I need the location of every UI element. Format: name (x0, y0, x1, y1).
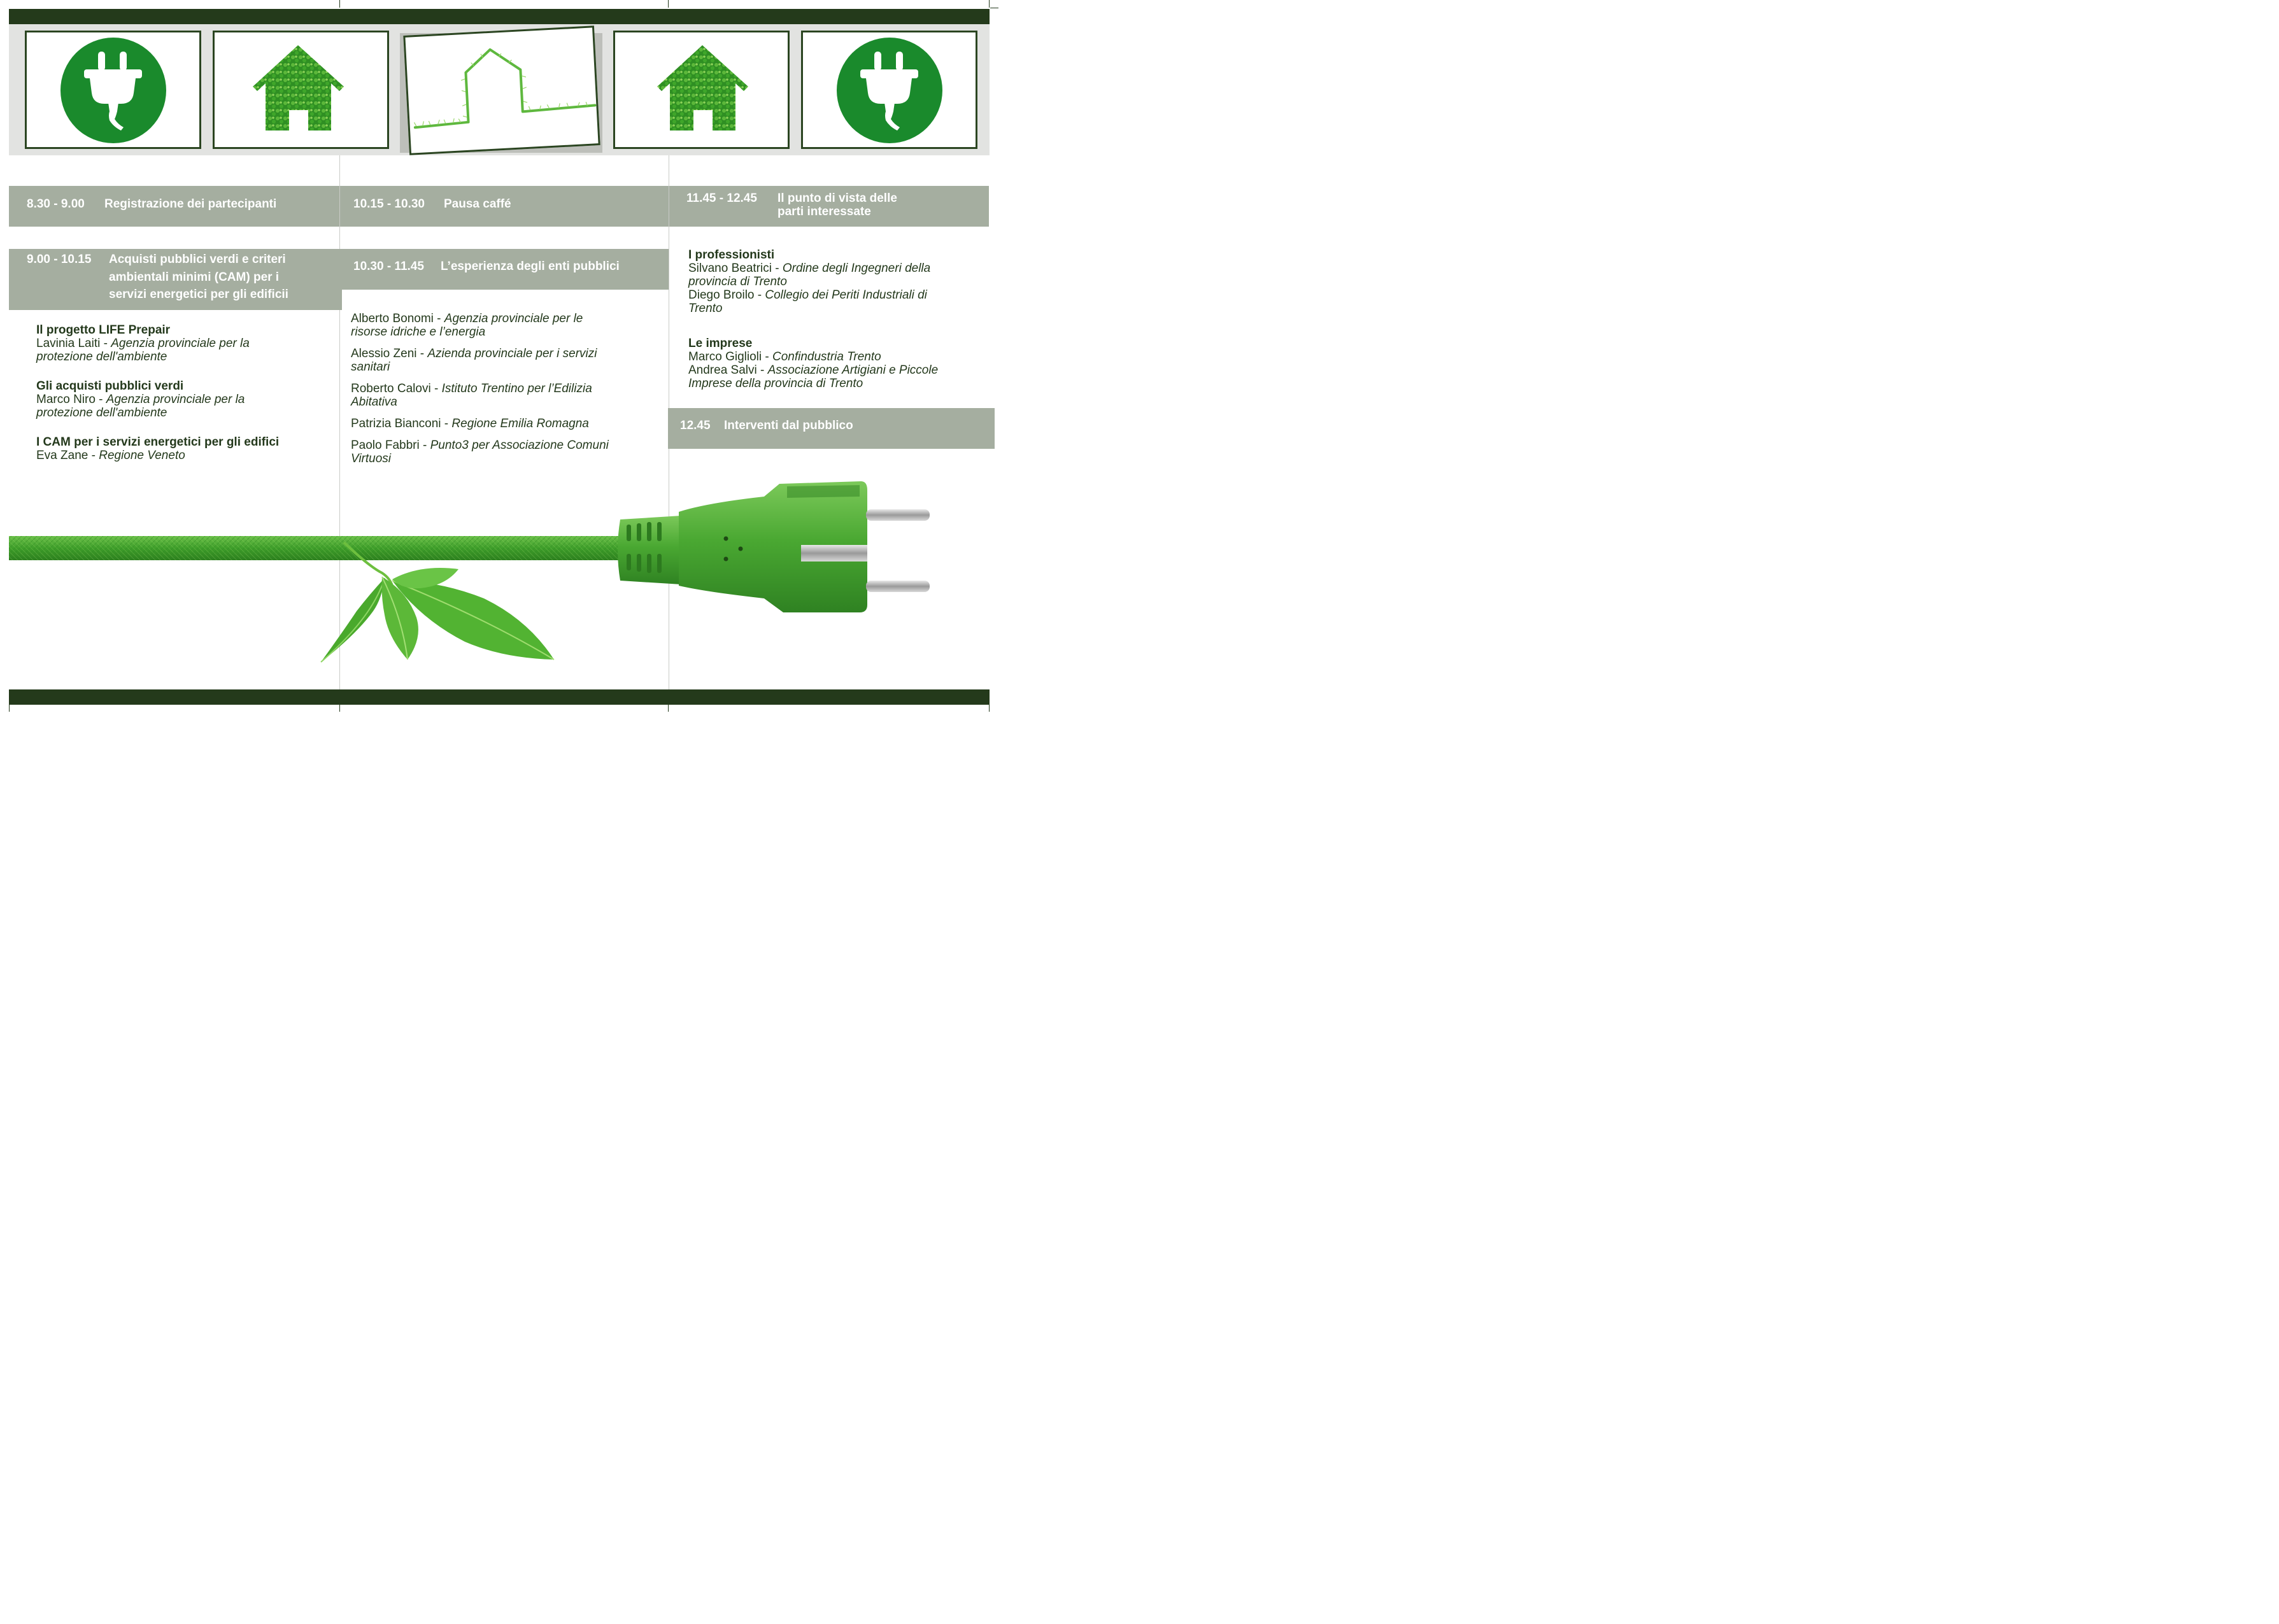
group-line (688, 302, 988, 315)
speaker-organization: Regione Veneto (99, 449, 185, 462)
speaker-name: Eva Zane - (36, 449, 99, 462)
talk-speaker-line (36, 449, 336, 462)
session-title-line: ambientali minimi (CAM) per i (109, 271, 280, 284)
crop-mark (989, 705, 990, 712)
crop-mark (668, 705, 669, 712)
session-public-interventions (668, 408, 995, 449)
image-frame-plug (25, 31, 201, 149)
speaker-organization: Punto3 per Associazione Comuni (430, 439, 609, 452)
speaker-organization: Istituto Trentino per l’Edilizia (441, 382, 592, 395)
speaker-organization: Agenzia provinciale per la (106, 393, 245, 406)
session-registration (9, 186, 339, 227)
speaker-name: Silvano Beatrici - (688, 262, 783, 275)
session-title: L’esperienza degli enti pubblici (441, 260, 620, 273)
speaker-organization: protezione dell'ambiente (36, 406, 167, 420)
speaker-name: Patrizia Bianconi - (351, 417, 452, 430)
talk-block (36, 435, 336, 462)
talk-speaker-line (351, 347, 663, 360)
speaker-organization: Trento (688, 302, 723, 315)
speaker-organization: Abitativa (351, 395, 397, 409)
speaker-organization: Associazione Artigiani e Piccole (767, 364, 939, 377)
crop-mark (339, 0, 340, 8)
image-frame-grass-outline (403, 25, 600, 155)
talk-speaker-line (36, 393, 336, 406)
session-title-line: servizi energetici per gli edificii (109, 288, 288, 301)
speaker-organization: Virtuosi (351, 452, 392, 465)
speaker-name: Roberto Calovi - (351, 382, 442, 395)
session-title-line: Acquisti pubblici verdi e criteri (109, 253, 286, 266)
speaker-name: Alberto Bonomi - (351, 312, 444, 325)
speaker-organization: Regione Emilia Romagna (451, 417, 589, 430)
session-stakeholders (669, 186, 989, 227)
session-time: 11.45 - 12.45 (686, 192, 757, 205)
middle-talks (351, 312, 663, 465)
session-title: Pausa caffé (444, 197, 511, 211)
crop-mark (668, 0, 669, 8)
session-time: 12.45 (680, 419, 711, 432)
group-line (688, 262, 988, 275)
speaker-organization: protezione dell'ambiente (36, 350, 167, 364)
speaker-organization: Agenzia provinciale per la (111, 337, 250, 350)
group-companies (688, 337, 988, 390)
talk-speaker-line (351, 417, 663, 430)
session-title: Registrazione dei partecipanti (104, 197, 277, 211)
speaker-name: Alessio Zeni - (351, 347, 428, 360)
group-line (688, 288, 988, 302)
speaker-name: Paolo Fabbri - (351, 439, 430, 452)
image-frame-house (613, 31, 790, 149)
talk-block (351, 382, 663, 409)
talk-speaker-line (36, 337, 336, 350)
right-groups (688, 248, 988, 390)
group-line (688, 377, 988, 390)
session-time: 8.30 - 9.00 (27, 197, 85, 211)
speaker-organization: Confindustria Trento (772, 350, 881, 364)
talk-speaker-line (351, 439, 663, 452)
speaker-organization: provincia di Trento (688, 275, 787, 288)
plug-circle-icon (803, 32, 976, 147)
bottom-bar (9, 689, 990, 705)
crop-mark (339, 705, 340, 712)
speaker-name: Andrea Salvi - (688, 364, 768, 377)
talk-speaker-line (351, 312, 663, 325)
green-power-plug-cable-icon (0, 471, 998, 681)
talk-block (351, 417, 663, 430)
speaker-organization: Imprese della provincia di Trento (688, 377, 863, 390)
session-title-line: Il punto di vista delle (777, 192, 897, 205)
talk-speaker-line (351, 382, 663, 395)
group-line (688, 350, 988, 364)
talk-block (351, 347, 663, 374)
group-heading: I professionisti (688, 248, 775, 262)
session-title: Interventi dal pubblico (724, 419, 853, 432)
top-bar (9, 9, 990, 24)
speaker-organization: Azienda provinciale per i servizi (427, 347, 597, 360)
plug-circle-icon (27, 32, 199, 147)
talk-topic: I CAM per i servizi energetici per gli edifici (36, 435, 280, 449)
speaker-organization: Ordine degli Ingegneri della (782, 262, 931, 275)
session-green-public-procurement (9, 249, 342, 310)
group-heading: Le imprese (688, 337, 753, 350)
tea-leaves-icon (321, 542, 554, 662)
speaker-organization: Agenzia provinciale per le (444, 312, 583, 325)
group-professionals (688, 248, 988, 315)
talk-block (36, 379, 336, 420)
image-frame-plug (801, 31, 977, 149)
crop-mark (9, 705, 10, 712)
group-line (688, 364, 988, 377)
image-frame-house (213, 31, 389, 149)
grass-house-icon (615, 32, 788, 147)
crop-mark (989, 0, 990, 8)
speaker-organization: risorse idriche e l’energia (351, 325, 486, 339)
session-public-bodies (342, 249, 669, 290)
session-time: 10.15 - 10.30 (353, 197, 425, 211)
group-line (688, 275, 988, 288)
grass-house-icon (215, 32, 387, 147)
session-time: 9.00 - 10.15 (27, 253, 92, 266)
session-time: 10.30 - 11.45 (353, 260, 424, 273)
speaker-organization: sanitari (351, 360, 390, 374)
speaker-name: Marco Niro - (36, 393, 106, 406)
talk-block (351, 439, 663, 465)
talk-block (351, 312, 663, 339)
session-coffee-break (340, 186, 669, 227)
talk-block (36, 323, 336, 364)
speaker-name: Lavinia Laiti - (36, 337, 111, 350)
grass-house-outline-icon (405, 27, 598, 153)
talk-topic: Gli acquisti pubblici verdi (36, 379, 184, 393)
left-talks (36, 323, 336, 462)
talk-topic: Il progetto LIFE Prepair (36, 323, 171, 337)
speaker-organization: Collegio dei Periti Industriali di (765, 288, 927, 302)
speaker-name: Marco Giglioli - (688, 350, 772, 364)
speaker-name: Diego Broilo - (688, 288, 765, 302)
session-title-line: parti interessate (777, 205, 871, 218)
